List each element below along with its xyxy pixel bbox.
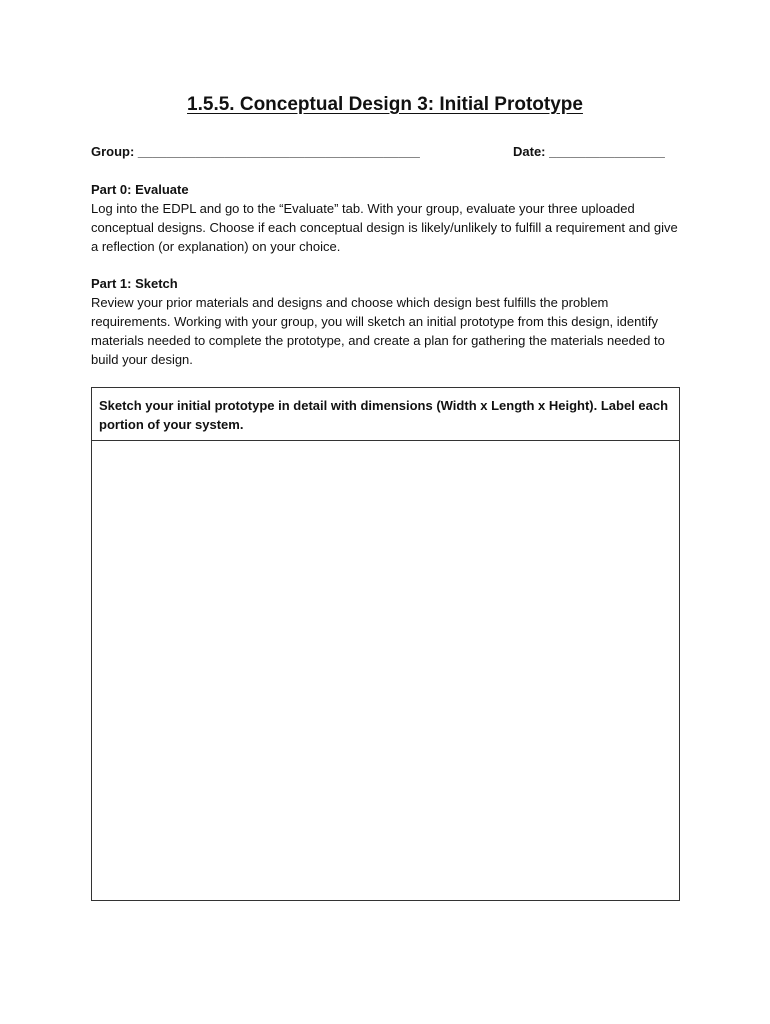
section-heading: Part 1: Sketch xyxy=(91,276,178,291)
sketch-drawing-area[interactable] xyxy=(92,441,679,899)
date-field[interactable]: Date: ________________ xyxy=(513,144,665,159)
sketch-prompt: Sketch your initial prototype in detail with dimensions (Width x Length x Height). Label each portion of your system. xyxy=(92,388,679,441)
sketch-table xyxy=(91,387,680,901)
header-fields xyxy=(91,144,680,162)
section-sketch xyxy=(91,274,691,369)
section-body: Log into the EDPL and go to the “Evaluate” tab. With your group, evaluate your three uploaded conceptual designs. Choose if each conceptual design is likely/unlikely to fulfill a requirement and give a reflection (or explanation) on your choice. xyxy=(91,201,678,254)
section-heading: Part 0: Evaluate xyxy=(91,182,189,197)
section-body: Review your prior materials and designs and choose which design best fulfills the problem requirements. Working with your group, you will sketch an initial prototype from this design, identify materials needed to complete the prototype, and create a plan for gathering the materials needed to build your design. xyxy=(91,295,665,367)
document-title: 1.5.5. Conceptual Design 3: Initial Prototype xyxy=(187,94,583,115)
group-field[interactable]: Group: _______________________________________ xyxy=(91,144,420,159)
section-evaluate xyxy=(91,180,691,256)
